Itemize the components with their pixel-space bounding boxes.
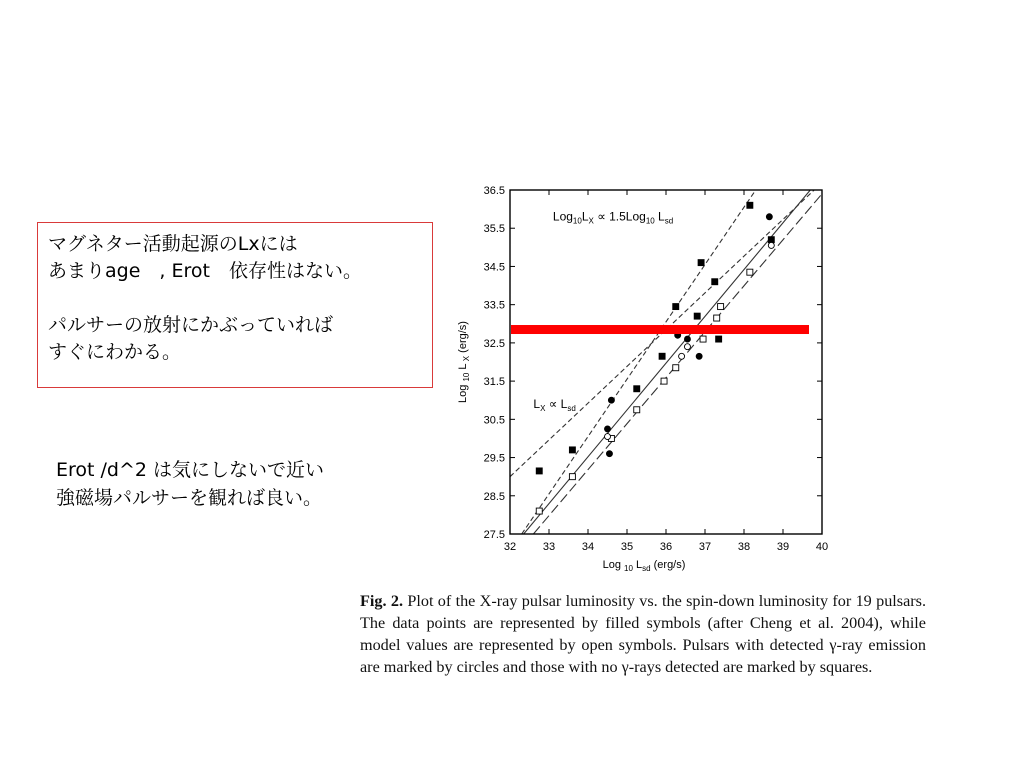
y-axis-label: Log $_{10}$ L $_X$ (erg/s) <box>457 321 471 403</box>
ann-top-sub10: 10 <box>572 216 582 226</box>
y-tick-label: 29.5 <box>483 452 505 465</box>
filled-circle-point <box>766 214 772 220</box>
ann-mid-subx: X <box>540 403 546 413</box>
open-square-point <box>700 336 706 342</box>
data-points <box>536 202 774 514</box>
axis-ticks <box>484 185 829 553</box>
figure-caption <box>360 590 926 678</box>
annotation-top <box>553 210 673 226</box>
open-square-point <box>747 269 753 275</box>
fit-line-dashed-steep <box>522 190 756 534</box>
x-tick-label: 40 <box>815 541 829 553</box>
filled-square-point <box>747 202 753 208</box>
scatter-chart <box>448 182 838 586</box>
note-line: Erot /d^2 は気にしないで近い <box>56 459 325 481</box>
ann-top-subsd: sd <box>664 216 674 226</box>
open-square-point <box>718 304 724 310</box>
x-tick-label: 35 <box>620 541 634 553</box>
x-tick-label: 34 <box>581 541 595 553</box>
note-plain <box>56 456 324 512</box>
y-tick-label: 33.5 <box>483 299 505 312</box>
open-square-point <box>661 378 667 384</box>
open-circle-point <box>605 434 611 440</box>
open-square-point <box>714 315 720 321</box>
x-tick-label: 39 <box>776 541 790 553</box>
filled-square-point <box>659 353 665 359</box>
filled-circle-point <box>684 336 690 342</box>
ann-top-lx: L <box>581 209 589 224</box>
plot-frame <box>510 190 822 534</box>
fit-line-longdash-lower <box>533 194 822 534</box>
x-tick-label: 33 <box>542 541 556 553</box>
red-highlight-line <box>511 325 809 334</box>
filled-square-point <box>694 313 700 319</box>
x-tick-label: 38 <box>737 541 751 553</box>
filled-circle-point <box>608 397 614 403</box>
note-line: 強磁場パルサーを観れば良い。 <box>56 487 323 509</box>
x-axis-label: Log $_{10}$ $L_{sd}$ (erg/s) <box>602 559 686 573</box>
ann-top-subx: X <box>588 216 594 226</box>
note-box <box>37 222 433 388</box>
filled-square-point <box>698 260 704 266</box>
filled-circle-point <box>696 353 702 359</box>
open-circle-point <box>768 242 774 248</box>
y-tick-label: 34.5 <box>483 261 505 274</box>
y-tick-label: 28.5 <box>483 490 505 503</box>
chart-svg <box>448 182 838 582</box>
y-tick-label: 27.5 <box>483 529 505 541</box>
ann-top-prop: ∝ 1.5Log <box>593 209 646 224</box>
x-tick-label: 32 <box>503 541 517 553</box>
ann-top-l: L <box>654 209 665 224</box>
open-square-point <box>673 365 679 371</box>
x-tick-label: 37 <box>698 541 712 553</box>
filled-square-point <box>673 304 679 310</box>
filled-square-point <box>536 468 542 474</box>
y-tick-label: 31.5 <box>483 376 505 389</box>
open-square-point <box>569 474 575 480</box>
caption-text: Plot of the X-ray pulsar luminosity vs. the spin-down luminosity for 19 pulsars. The data points are represented by filled symbols (after Cheng et al. 2004), while model values are represented by open symbols. Pulsars with detected γ-ray emission are marked by circles and those with no γ-rays detected are marked by squares. <box>360 592 927 676</box>
filled-square-point <box>712 279 718 285</box>
y-tick-label: 30.5 <box>483 414 505 427</box>
fit-lines <box>510 190 822 534</box>
note-line: パルサーの放射にかぶっていれば <box>48 314 334 336</box>
filled-circle-point <box>605 426 611 432</box>
y-tick-label: 32.5 <box>483 337 505 350</box>
open-square-point <box>634 407 640 413</box>
x-tick-label: 36 <box>659 541 673 553</box>
note-gap <box>48 285 432 312</box>
filled-square-point <box>569 447 575 453</box>
filled-square-point <box>768 237 774 243</box>
annotation-mid <box>533 397 575 413</box>
filled-circle-point <box>606 451 612 457</box>
ann-mid-prop: ∝ L <box>545 396 568 411</box>
open-circle-point <box>679 353 685 359</box>
y-tick-label: 36.5 <box>483 185 505 197</box>
note-line: あまりage , Erot 依存性はない。 <box>48 260 362 282</box>
note-line: すぐにわかる。 <box>48 341 182 363</box>
ann-mid-subsd: sd <box>567 403 576 413</box>
ann-top-sub10b: 10 <box>645 216 655 226</box>
filled-square-point <box>634 386 640 392</box>
open-circle-point <box>684 344 690 350</box>
ann-top-log: Log <box>552 209 573 224</box>
filled-square-point <box>716 336 722 342</box>
open-square-point <box>536 508 542 514</box>
fit-line-solid-fit <box>524 190 811 534</box>
y-tick-label: 35.5 <box>483 223 505 236</box>
ann-mid-l: L <box>533 396 541 411</box>
caption-label: Fig. 2. <box>360 592 403 610</box>
note-line: マグネター活動起源のLxには <box>48 233 298 255</box>
